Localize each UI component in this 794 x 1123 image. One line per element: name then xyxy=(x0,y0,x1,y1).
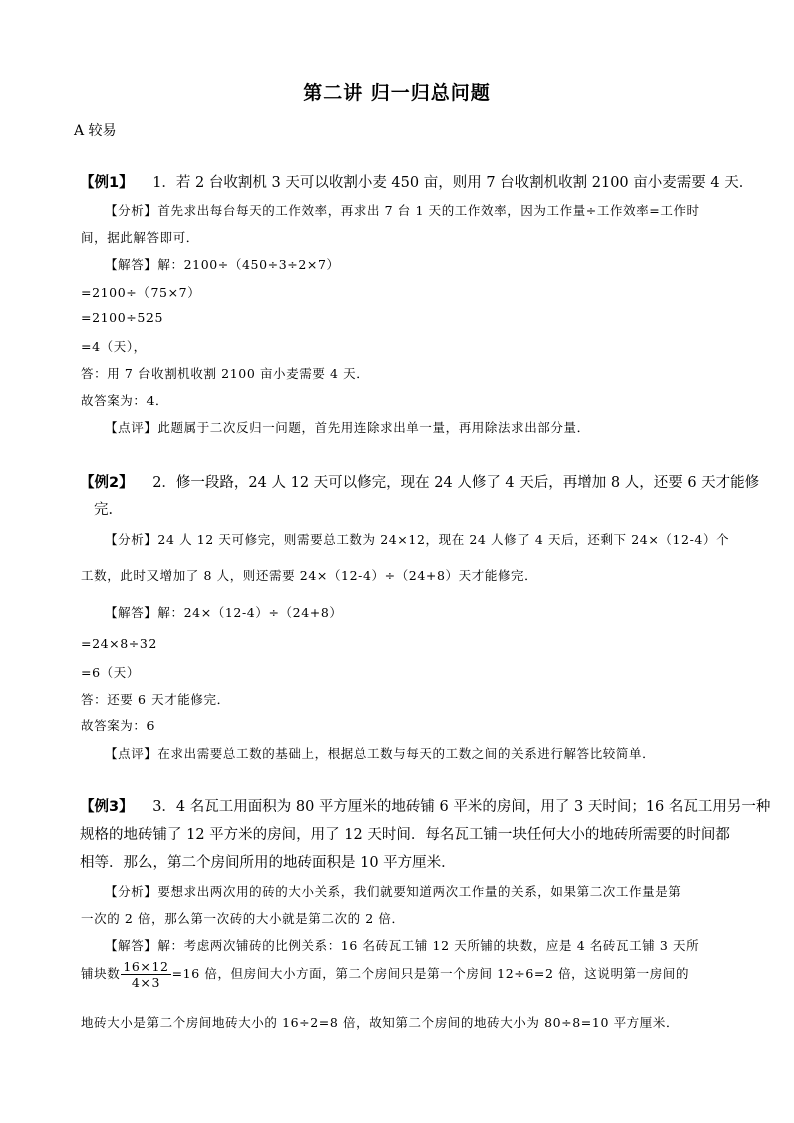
example-3-question-cont: 规格的地砖铺了 12 平方米的房间，用了 12 天时间．每名瓦工铺一块任何大小的地砖所需要的时间都 xyxy=(80,827,730,843)
example-2-comment: 【点评】在求出需要总工数的基础上，根据总工数与每天的工数之间的关系进行解答比较简单． xyxy=(105,746,656,761)
example-3-solution-text: 铺块数 xyxy=(81,966,121,981)
example-2-solution: 【解答】解：24×（12-4）÷（24+8） xyxy=(105,605,343,620)
difficulty-level: A 较易 xyxy=(74,123,117,139)
example-2-question-cont: 完． xyxy=(94,502,123,518)
example-2-final-answer: 故答案为：6 xyxy=(81,718,156,733)
example-1-step: =2100÷525 xyxy=(81,310,164,325)
example-1-analysis-cont: 间，据此解答即可． xyxy=(81,230,199,245)
fraction-numerator: 16×12 xyxy=(123,959,169,974)
example-1-comment: 【点评】此题属于二次反归一问题，首先用连除求出单一量，再用除法求出部分量． xyxy=(105,420,590,435)
example-2-analysis: 【分析】24 人 12 天可修完，则需要总工数为 24×12，现在 24 人修了 4 天后，还剩下 24×（12-4）个 xyxy=(105,532,730,547)
example-2-step: =6（天） xyxy=(81,665,140,680)
example-1-step: =2100÷（75×7） xyxy=(81,285,201,300)
example-2-answer: 答：还要 6 天才能修完． xyxy=(81,692,230,707)
example-2-question: 2．修一段路，24 人 12 天可以修完，现在 24 人修了 4 天后，再增加 8 人，还要 6 天才能修 xyxy=(152,475,760,491)
example-3-tag: 【例3】 xyxy=(80,799,134,815)
example-3-solution-text: =16 倍，但房间大小方面，第二个房间只是第一个房间 12÷6=2 倍，这说明第一房间的 xyxy=(171,966,690,981)
page-title: 第二讲 归一归总问题 xyxy=(303,82,491,104)
example-1-final-answer: 故答案为：4． xyxy=(81,393,169,408)
example-1-question-line xyxy=(80,171,753,192)
example-3-analysis-cont: 一次的 2 倍，那么第一次砖的大小就是第二次的 2 倍． xyxy=(81,911,405,926)
example-1-step: =4（天）， xyxy=(81,339,147,354)
example-3-question-cont: 相等．那么，第二个房间所用的地砖面积是 10 平方厘米． xyxy=(80,855,456,871)
example-1-answer: 答：用 7 台收割机收割 2100 亩小麦需要 4 天． xyxy=(81,366,370,381)
example-2-step: =24×8÷32 xyxy=(81,636,157,651)
example-3-solution: 【解答】解：考虑两次铺砖的比例关系：16 名砖瓦工铺 12 天所铺的块数，应是 4 名砖瓦工铺 3 天所 xyxy=(105,938,700,953)
example-1-question: 1．若 2 台收割机 3 天可以收割小麦 450 亩，则用 7 台收割机收割 2100 亩小麦需要 4 天． xyxy=(152,175,754,191)
example-3-analysis: 【分析】要想求出两次用的砖的大小关系，我们就要知道两次工作量的关系，如果第二次工作量是第 xyxy=(105,884,682,899)
example-3-question-line xyxy=(80,795,770,816)
fraction xyxy=(121,959,170,990)
example-3-conclusion: 地砖大小是第二个房间地砖大小的 16÷2=8 倍，故知第二个房间的地砖大小为 80÷8=10 平方厘米． xyxy=(81,1015,680,1030)
example-1-solution: 【解答】解：2100÷（450÷3÷2×7） xyxy=(105,257,340,272)
fraction-denominator: 4×3 xyxy=(131,975,161,990)
example-2-question-line xyxy=(80,471,759,492)
example-3-question: 3．4 名瓦工用面积为 80 平方厘米的地砖铺 6 平米的房间，用了 3 天时间；16 名瓦工用另一种 xyxy=(152,799,771,815)
example-3-solution-fraction-line xyxy=(81,959,689,990)
example-2-analysis-cont: 工数，此时又增加了 8 人，则还需要 24×（12-4）÷（24+8）天才能修完． xyxy=(81,568,538,583)
example-1-tag: 【例1】 xyxy=(80,175,134,191)
example-2-tag: 【例2】 xyxy=(80,475,134,491)
example-1-analysis: 【分析】首先求出每台每天的工作效率，再求出 7 台 1 天的工作效率，因为工作量÷工作效率=工作时 xyxy=(105,203,700,218)
